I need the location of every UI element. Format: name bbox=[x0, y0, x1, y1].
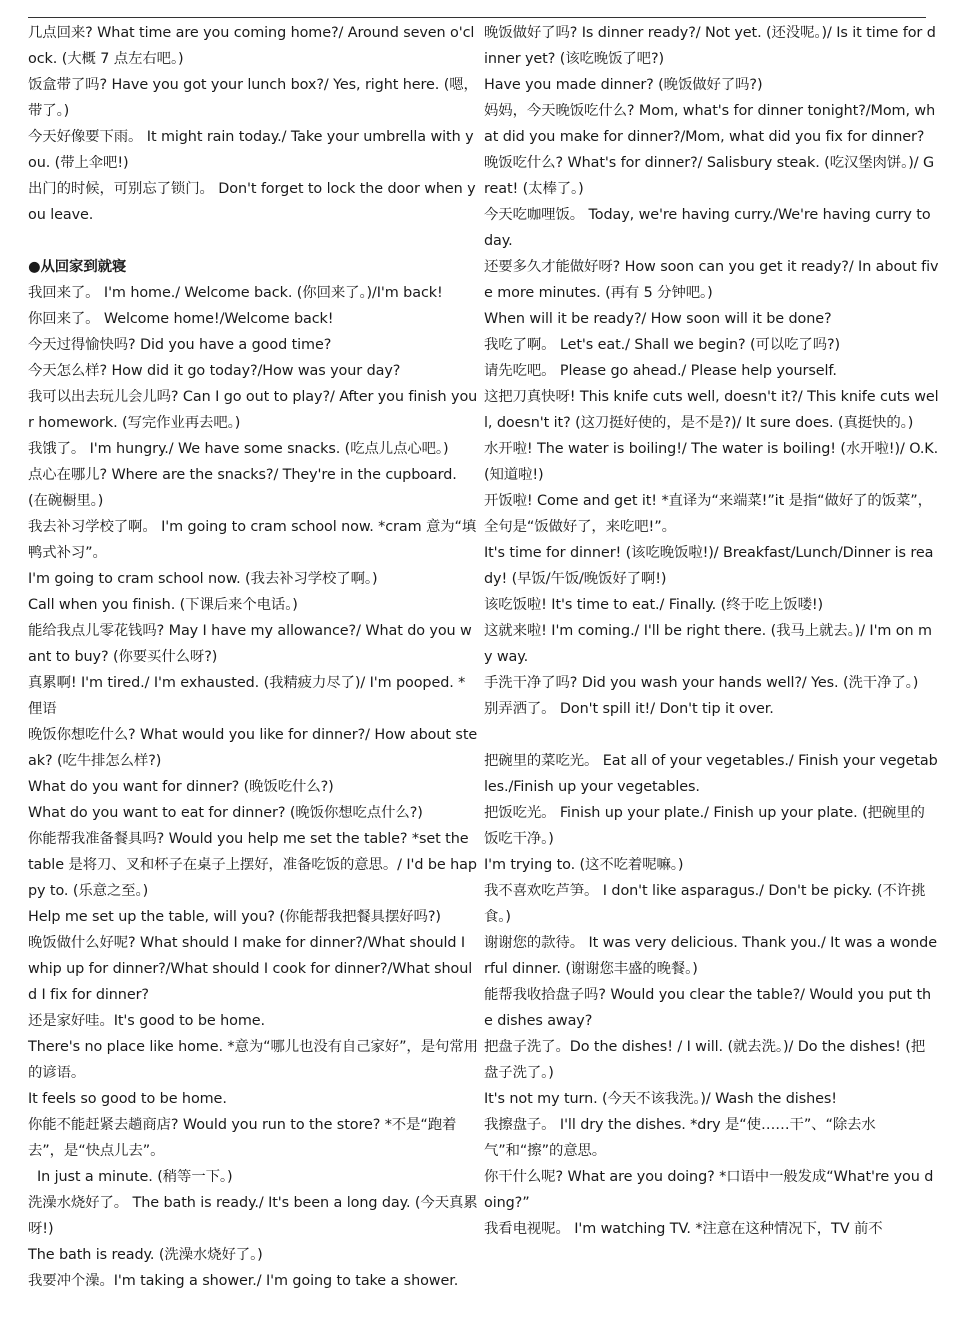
phrase-entry: 谢谢您的款待。 It was very delicious. Thank you./ It was a wonderful dinner. (谢谢您丰盛的晚餐。) bbox=[484, 935, 937, 977]
phrase-entry: What do you want to eat for dinner? (晚饭你想吃点什么?) bbox=[28, 805, 423, 821]
phrase-entry: 真累啊! I'm tired./ I'm exhausted. (我精疲力尽了)/ I'm pooped. *俚语 bbox=[28, 675, 466, 717]
phrase-entry: 你干什么呢? What are you doing? *口语中一般发成“What're you doing?” bbox=[484, 1169, 934, 1211]
phrase-entry: 我要冲个澡。I'm taking a shower./ I'm going to take a shower. bbox=[28, 1273, 459, 1289]
phrase-entry: 别弄洒了。 Don't spill it!/ Don't tip it over. bbox=[484, 701, 774, 717]
phrase-entry: Have you made dinner? (晚饭做好了吗?) bbox=[484, 77, 763, 93]
right-column bbox=[484, 20, 939, 1242]
phrase-entry: It's time for dinner! (该吃晚饭啦!)/ Breakfast/Lunch/Dinner is ready! (早饭/午饭/晚饭好了啊!) bbox=[484, 545, 934, 587]
phrase-entry: 我擦盘子。 I'll dry the dishes. *dry 是“使……干”、“除去水气”和“擦”的意思。 bbox=[484, 1117, 876, 1159]
phrase-entry: In just a minute. (稍等一下。) bbox=[28, 1169, 233, 1185]
phrase-entry: 你回来了。 Welcome home!/Welcome back! bbox=[28, 311, 334, 327]
phrase-entry: 我看电视呢。 I'm watching TV. *注意在这种情况下，TV 前不 bbox=[484, 1221, 883, 1237]
phrase-entry: 今天好像要下雨。 It might rain today./ Take your umbrella with you. (带上伞吧!) bbox=[28, 129, 474, 171]
phrase-entry: 晚饭做好了吗? Is dinner ready?/ Not yet. (还没呢。)/ Is it time for dinner yet? (该吃晚饭了吧?) bbox=[484, 25, 936, 67]
phrase-entry: 把碗里的菜吃光。 Eat all of your vegetables./ Finish your vegetables./Finish up your vegetables. bbox=[484, 753, 938, 795]
phrase-entry: 我饿了。 I'm hungry./ We have some snacks. (吃点儿点心吧。) bbox=[28, 441, 449, 457]
phrase-entry: 你能帮我准备餐具吗? Would you help me set the table? *set the table 是将刀、叉和杯子在桌子上摆好，准备吃饭的意思。/ I'd be happy to. (乐意之至。) bbox=[28, 831, 477, 899]
phrase-entry: I'm going to cram school now. (我去补习学校了啊。) bbox=[28, 571, 378, 587]
phrase-entry: 我不喜欢吃芦笋。 I don't like asparagus./ Don't be picky. (不许挑食。) bbox=[484, 883, 926, 925]
section-spacer bbox=[484, 722, 939, 748]
phrase-entry: What do you want for dinner? (晚饭吃什么?) bbox=[28, 779, 334, 795]
left-column bbox=[28, 20, 478, 1294]
phrase-entry: 几点回来? What time are you coming home?/ Around seven o'clock. (大概 7 点左右吧。) bbox=[28, 25, 475, 67]
phrase-entry: 今天怎么样? How did it go today?/How was your day? bbox=[28, 363, 401, 379]
phrase-entry: When will it be ready?/ How soon will it be done? bbox=[484, 311, 832, 327]
phrase-entry: It feels so good to be home. bbox=[28, 1091, 227, 1107]
phrase-entry: Call when you finish. (下课后来个电话。) bbox=[28, 597, 298, 613]
phrase-entry: 你能不能赶紧去趟商店? Would you run to the store? *不是“跑着去”，是“快点儿去”。 bbox=[28, 1117, 457, 1159]
phrase-entry: There's no place like home. *意为“哪儿也没有自己家好”，是句常用的谚语。 bbox=[28, 1039, 478, 1081]
phrase-entry: It's not my turn. (今天不该我洗。)/ Wash the dishes! bbox=[484, 1091, 837, 1107]
phrase-entry: 开饭啦! Come and get it! *直译为“来端菜!”it 是指“做好了的饭菜”，全句是“饭做好了，来吃吧!”。 bbox=[484, 493, 932, 535]
phrase-entry: 还要多久才能做好呀? How soon can you get it ready?/ In about five more minutes. (再有 5 分钟吧。) bbox=[484, 259, 939, 301]
phrase-entry: 出门的时候，可别忘了锁门。 Don't forget to lock the door when you leave. bbox=[28, 181, 476, 223]
phrase-entry: 今天吃咖哩饭。 Today, we're having curry./We're having curry today. bbox=[484, 207, 931, 249]
top-rule bbox=[28, 17, 926, 18]
phrase-entry: 今天过得愉快吗? Did you have a good time? bbox=[28, 337, 332, 353]
phrase-entry: 我去补习学校了啊。 I'm going to cram school now. *cram 意为“填鸭式补习”。 bbox=[28, 519, 477, 561]
phrase-entry: 能帮我收拾盘子吗? Would you clear the table?/ Would you put the dishes away? bbox=[484, 987, 932, 1029]
section-spacer bbox=[28, 228, 478, 254]
phrase-entry: 饭盒带了吗? Have you got your lunch box?/ Yes, right here. (嗯，带了。) bbox=[28, 77, 478, 119]
phrase-entry: Help me set up the table, will you? (你能帮我把餐具摆好吗?) bbox=[28, 909, 441, 925]
phrase-entry: 妈妈，今天晚饭吃什么? Mom, what's for dinner tonight?/Mom, what did you make for dinner?/Mom, what did you fix for dinner? bbox=[484, 103, 936, 145]
phrase-entry: The bath is ready. (洗澡水烧好了。) bbox=[28, 1247, 263, 1263]
phrase-entry: 点心在哪儿? Where are the snacks?/ They're in the cupboard. (在碗橱里。) bbox=[28, 467, 457, 509]
phrase-entry: 我回来了。 I'm home./ Welcome back. (你回来了。)/I'm back! bbox=[28, 285, 443, 301]
phrase-entry: 这把刀真快呀! This knife cuts well, doesn't it?/ This knife cuts well, doesn't it? (这刀挺好使的，是不是?)/ It sure does. (真挺快的。) bbox=[484, 389, 939, 431]
phrase-entry: 手洗干净了吗? Did you wash your hands well?/ Yes. (洗干净了。) bbox=[484, 675, 919, 691]
phrase-entry: 还是家好哇。It's good to be home. bbox=[28, 1013, 265, 1029]
phrase-entry: 能给我点儿零花钱吗? May I have my allowance?/ What do you want to buy? (你要买什么呀?) bbox=[28, 623, 472, 665]
phrase-entry: 我吃了啊。 Let's eat./ Shall we begin? (可以吃了吗?) bbox=[484, 337, 841, 353]
phrase-entry: 把盘子洗了。Do the dishes! / I will. (就去洗。)/ Do the dishes! (把盘子洗了。) bbox=[484, 1039, 926, 1081]
phrase-entry: 该吃饭啦! It's time to eat./ Finally. (终于吃上饭喽!) bbox=[484, 597, 824, 613]
phrase-entry: 洗澡水烧好了。 The bath is ready./ It's been a long day. (今天真累呀!) bbox=[28, 1195, 478, 1237]
section-heading: ●从回家到就寝 bbox=[28, 259, 127, 275]
phrase-entry: 我可以出去玩儿会儿吗? Can I go out to play?/ After you finish your homework. (写完作业再去吧。) bbox=[28, 389, 478, 431]
phrase-entry: I'm trying to. (这不吃着呢嘛。) bbox=[484, 857, 684, 873]
phrase-entry: 晚饭做什么好呢? What should I make for dinner?/What should I whip up for dinner?/What should I cook for dinner?/What should I fix for dinner? bbox=[28, 935, 473, 1003]
phrase-entry: 水开啦! The water is boiling!/ The water is boiling! (水开啦!)/ O.K. (知道啦!) bbox=[484, 441, 939, 483]
phrase-entry: 晚饭吃什么? What's for dinner?/ Salisbury steak. (吃汉堡肉饼。)/ Great! (太棒了。) bbox=[484, 155, 935, 197]
phrase-entry: 这就来啦! I'm coming./ I'll be right there. (我马上就去。)/ I'm on my way. bbox=[484, 623, 932, 665]
phrase-entry: 请先吃吧。 Please go ahead./ Please help yourself. bbox=[484, 363, 837, 379]
phrase-entry: 把饭吃光。 Finish up your plate./ Finish up your plate. (把碗里的饭吃干净。) bbox=[484, 805, 925, 847]
phrase-entry: 晚饭你想吃什么? What would you like for dinner?/ How about steak? (吃牛排怎么样?) bbox=[28, 727, 478, 769]
